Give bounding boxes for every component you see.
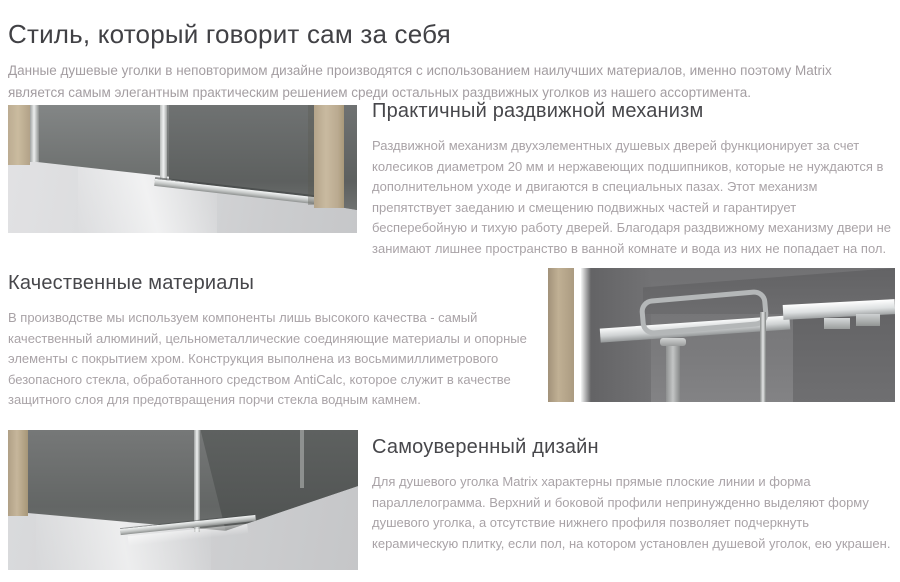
section-quality-materials	[8, 272, 528, 411]
page-title: Стиль, который говорит сам за себя	[8, 19, 451, 50]
chrome-profile-mid	[160, 105, 167, 181]
section-heading: Качественные материалы	[8, 272, 255, 294]
shower-enclosure-top-photo	[548, 268, 895, 402]
section-body: Для душевого уголка Matrix характерны прямые плоские линии и форма параллелограмма. Верхний и боковой профили непринужденно выделяют форму душевого уголка, а отсутствие нижнего профиля позволяет подчеркнуть керамическую плитку, если пол, на котором установлен душевой уголок, ею украшен.	[372, 474, 891, 551]
shower-door-bottom-photo	[8, 105, 357, 233]
section-heading: Практичный раздвижной механизм	[372, 100, 704, 122]
shower-head	[660, 338, 686, 346]
section-sliding-mechanism	[372, 100, 894, 259]
wood-strip-left	[548, 268, 574, 402]
shower-column	[666, 346, 680, 402]
section-body: В производстве мы используем компоненты лишь высокого качества - самый качественный алюминий, цельнометаллические соединяющие материалы и опорные элементы с покрытием хром. Конструкция выполнена из восьмимиллиметрового безопасного стекла, обработанного средством AntiCalc, которое служит в качестве защитного слоя для предотвращения порчи стекла водным камнем.	[8, 310, 527, 407]
glass-edge-highlight	[581, 268, 591, 402]
background-gap	[574, 268, 581, 402]
intro-paragraph: Данные душевые уголки в неповторимом дизайне производятся с использованием наилучших материалов, именно поэтому Matrix является самым элегантным практическим решением среди остальных раздвижных уголков из нашего ассортимента.	[8, 62, 832, 100]
chrome-profile-left	[30, 105, 39, 162]
chrome-bracket	[824, 318, 850, 329]
section-confident-design	[372, 436, 894, 554]
section-body: Раздвижной механизм двухэлементных душевых дверей функционирует за счет колесиков диаметром 20 мм и нержавеющих подшипников, которые не нуждаются в дополнительном уходе и двигаются в специальных пазах. Этот механизм препятствует заеданию и смещению подвижных частей и гарантирует бесперебойную и тихую работу дверей. Благодаря раздвижному механизму двери не занимают лишнее пространство в ванной комнате и вода из них не попадает на пол.	[372, 138, 891, 256]
section-heading: Самоуверенный дизайн	[372, 436, 599, 458]
wood-strip-left	[8, 430, 28, 516]
shower-enclosure-bottom-photo	[8, 430, 358, 570]
chrome-corner-post	[194, 430, 200, 532]
wood-strip-right	[314, 105, 344, 208]
chrome-profile-right	[300, 430, 304, 488]
chrome-corner-post	[760, 312, 766, 402]
wood-strip-left	[8, 105, 30, 165]
chrome-bracket	[856, 314, 880, 326]
